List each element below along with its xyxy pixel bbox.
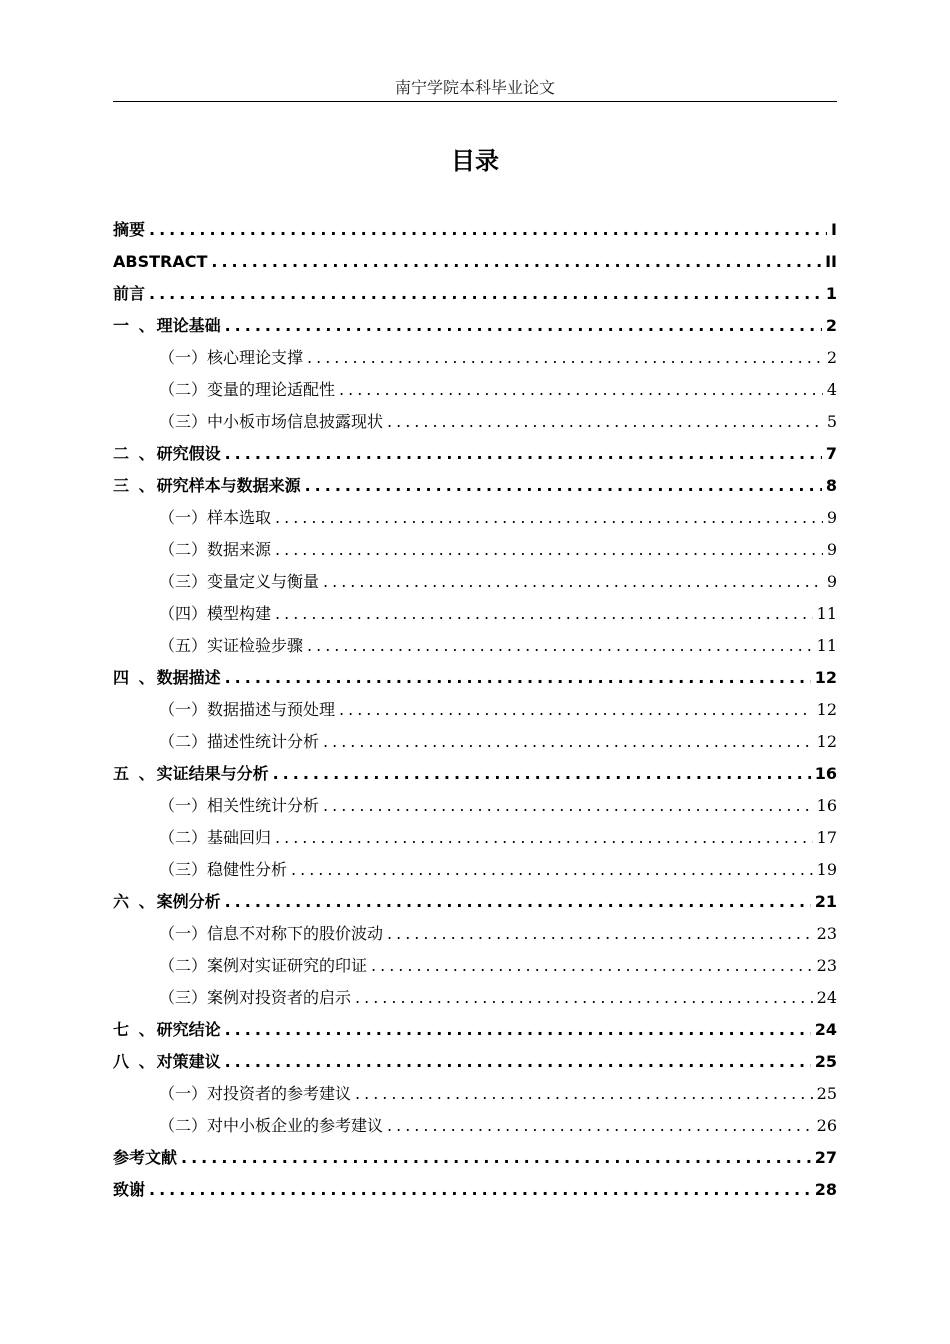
toc-entry-page: 9 xyxy=(826,540,837,559)
toc-entry-label: 摘要 xyxy=(113,220,146,239)
dot-leader xyxy=(225,1014,811,1046)
toc-entry-page: 12 xyxy=(816,700,837,719)
toc-entry-label: 样本选取 xyxy=(207,508,272,527)
toc-entry-label: 对策建议 xyxy=(156,1052,221,1071)
dot-leader xyxy=(273,758,811,790)
toc-entry-label: 描述性统计分析 xyxy=(207,732,320,751)
toc-entry-label: 数据描述与预处理 xyxy=(207,700,336,719)
toc-entry-number: （二） xyxy=(159,380,208,399)
toc-entry-number: 五 、 xyxy=(113,764,157,783)
toc-entry-page: 17 xyxy=(816,828,837,847)
dot-leader xyxy=(387,406,823,438)
toc-subentry[interactable] xyxy=(113,822,837,854)
toc-subentry[interactable] xyxy=(113,1110,837,1142)
toc-entry-number: （一） xyxy=(159,1084,208,1103)
toc-entry-page: 12 xyxy=(816,732,837,751)
toc-entry-page: 11 xyxy=(816,604,837,623)
toc-entry-page: 23 xyxy=(816,924,837,943)
toc-entry[interactable] xyxy=(113,1046,837,1078)
toc-entry-number: （一） xyxy=(159,348,208,367)
toc-entry-page: 23 xyxy=(816,956,837,975)
toc-entry-label: 模型构建 xyxy=(207,604,272,623)
toc-entry-page: 16 xyxy=(816,796,837,815)
toc-entry-page: 26 xyxy=(816,1116,837,1135)
toc-entry-number: （二） xyxy=(159,828,208,847)
toc-subentry[interactable] xyxy=(113,982,837,1014)
toc-entry[interactable] xyxy=(113,214,837,246)
dot-leader xyxy=(275,534,823,566)
toc-entry-number: 三 、 xyxy=(113,476,157,495)
toc-entry-number: （五） xyxy=(159,636,208,655)
toc-entry-number: 一 、 xyxy=(113,316,157,335)
toc-entry[interactable] xyxy=(113,886,837,918)
toc-entry-number: （三） xyxy=(159,988,208,1007)
toc-entry-label: 信息不对称下的股价波动 xyxy=(207,924,384,943)
toc-entry-number: （三） xyxy=(159,412,208,431)
toc-entry-label: 研究假设 xyxy=(156,444,221,463)
toc-entry-page: 25 xyxy=(814,1052,837,1071)
toc-entry-number: （一） xyxy=(159,796,208,815)
dot-leader xyxy=(355,1078,813,1110)
toc-subentry[interactable] xyxy=(113,406,837,438)
toc-subentry[interactable] xyxy=(113,854,837,886)
dot-leader xyxy=(181,1142,811,1174)
toc-title: 目录 xyxy=(451,147,499,175)
toc-entry-number: （一） xyxy=(159,700,208,719)
toc-entry-page: 9 xyxy=(826,572,837,591)
dot-leader xyxy=(275,598,813,630)
toc-entry-label: 对投资者的参考建议 xyxy=(207,1084,352,1103)
toc-entry[interactable] xyxy=(113,470,837,502)
toc-entry-number: （二） xyxy=(159,540,208,559)
toc-entry-label: 变量的理论适配性 xyxy=(207,380,336,399)
toc-entry-label: 基础回归 xyxy=(207,828,272,847)
toc-entry[interactable] xyxy=(113,758,837,790)
toc-entry-page: 2 xyxy=(826,348,837,367)
toc-subentry[interactable] xyxy=(113,342,837,374)
toc-entry[interactable] xyxy=(113,438,837,470)
toc-entry-number: （三） xyxy=(159,572,208,591)
toc-entry-number: （四） xyxy=(159,604,208,623)
toc-entry[interactable] xyxy=(113,1142,837,1174)
toc-entry-number: （一） xyxy=(159,508,208,527)
dot-leader xyxy=(305,470,822,502)
toc-entry-label: 中小板市场信息披露现状 xyxy=(207,412,384,431)
toc-entry-page: 11 xyxy=(816,636,837,655)
toc-subentry[interactable] xyxy=(113,918,837,950)
toc-entry[interactable] xyxy=(113,1174,837,1206)
dot-leader xyxy=(339,694,813,726)
dot-leader xyxy=(225,310,822,342)
running-header: 南宁学院本科毕业论文 xyxy=(394,78,555,97)
dot-leader xyxy=(339,374,823,406)
dot-leader xyxy=(355,982,813,1014)
dot-leader xyxy=(291,854,813,886)
toc-subentry[interactable] xyxy=(113,534,837,566)
toc-subentry[interactable] xyxy=(113,566,837,598)
toc-entry-number: 七 、 xyxy=(113,1020,157,1039)
toc-entry-page: II xyxy=(825,252,837,271)
dot-leader xyxy=(225,438,822,470)
toc-entry-number: 四 、 xyxy=(113,668,157,687)
toc-entry-label: 数据来源 xyxy=(207,540,272,559)
dot-leader xyxy=(275,502,823,534)
toc-entry[interactable] xyxy=(113,278,837,310)
toc-entry-label: 参考文献 xyxy=(113,1148,178,1167)
toc-entry-label: 对中小板企业的参考建议 xyxy=(207,1116,384,1135)
toc-entry-page: 28 xyxy=(814,1180,837,1199)
header-divider xyxy=(113,101,837,102)
toc-entry-label: 案例对投资者的启示 xyxy=(207,988,352,1007)
dot-leader xyxy=(225,662,811,694)
dot-leader xyxy=(371,950,813,982)
toc-entry-number: 六 、 xyxy=(113,892,157,911)
dot-leader xyxy=(323,566,823,598)
toc-entry-page: 21 xyxy=(814,892,837,911)
toc-entry-page: I xyxy=(831,220,837,239)
toc-entry-number: （二） xyxy=(159,1116,208,1135)
toc-entry-label: 稳健性分析 xyxy=(207,860,288,879)
dot-leader xyxy=(149,278,822,310)
toc-entry-page: 2 xyxy=(825,316,837,335)
toc-entry-number: 二 、 xyxy=(113,444,157,463)
toc-entry-number: 八 、 xyxy=(113,1052,157,1071)
toc-entry-number: （三） xyxy=(159,860,208,879)
toc-entry-label: 相关性统计分析 xyxy=(207,796,320,815)
toc-entry-page: 5 xyxy=(826,412,837,431)
dot-leader xyxy=(387,1110,813,1142)
toc-entry[interactable] xyxy=(113,246,837,278)
toc-entry[interactable] xyxy=(113,310,837,342)
toc-entry-page: 12 xyxy=(814,668,837,687)
dot-leader xyxy=(387,918,813,950)
toc-entry-page: 16 xyxy=(814,764,837,783)
toc-entry-label: 实证结果与分析 xyxy=(156,764,269,783)
toc-entry-page: 1 xyxy=(825,284,837,303)
toc-entry-number: （一） xyxy=(159,924,208,943)
toc-entry[interactable] xyxy=(113,1014,837,1046)
toc-entry-label: 研究结论 xyxy=(156,1020,221,1039)
toc-entry-number: （二） xyxy=(159,732,208,751)
toc-entry-label: 案例对实证研究的印证 xyxy=(207,956,368,975)
toc-entry-label: 理论基础 xyxy=(156,316,221,335)
toc-entry-page: 24 xyxy=(816,988,837,1007)
toc-entry-page: 19 xyxy=(816,860,837,879)
toc-entry-page: 24 xyxy=(814,1020,837,1039)
toc-entry-label: 研究样本与数据来源 xyxy=(156,476,301,495)
dot-leader xyxy=(323,790,813,822)
dot-leader xyxy=(307,342,823,374)
toc-entry-page: 8 xyxy=(825,476,837,495)
toc-entry-page: 7 xyxy=(825,444,837,463)
toc-entry-label: 数据描述 xyxy=(156,668,221,687)
toc-entry-number: （二） xyxy=(159,956,208,975)
toc-entry-label: 致谢 xyxy=(113,1180,146,1199)
toc-subentry[interactable] xyxy=(113,694,837,726)
dot-leader xyxy=(323,726,813,758)
toc-entry-page: 9 xyxy=(826,508,837,527)
toc-entry-page: 27 xyxy=(814,1148,837,1167)
toc-entry-label: 前言 xyxy=(113,284,146,303)
toc-entry-page: 25 xyxy=(816,1084,837,1103)
dot-leader xyxy=(307,630,813,662)
toc-entry-label: 实证检验步骤 xyxy=(207,636,304,655)
toc-entry-label: 案例分析 xyxy=(156,892,221,911)
toc-entry-label: 变量定义与衡量 xyxy=(207,572,320,591)
dot-leader xyxy=(149,214,827,246)
dot-leader xyxy=(211,246,821,278)
toc-subentry[interactable] xyxy=(113,630,837,662)
toc-entry-label: ABSTRACT xyxy=(113,252,208,271)
toc-subentry[interactable] xyxy=(113,726,837,758)
dot-leader xyxy=(149,1174,811,1206)
toc-entry-label: 核心理论支撑 xyxy=(207,348,304,367)
dot-leader xyxy=(275,822,813,854)
dot-leader xyxy=(225,1046,811,1078)
toc-subentry[interactable] xyxy=(113,374,837,406)
toc-subentry[interactable] xyxy=(113,790,837,822)
table-of-contents xyxy=(113,214,837,1206)
toc-subentry[interactable] xyxy=(113,598,837,630)
dot-leader xyxy=(225,886,811,918)
toc-subentry[interactable] xyxy=(113,502,837,534)
toc-entry-page: 4 xyxy=(826,380,837,399)
toc-subentry[interactable] xyxy=(113,950,837,982)
toc-subentry[interactable] xyxy=(113,1078,837,1110)
toc-entry[interactable] xyxy=(113,662,837,694)
